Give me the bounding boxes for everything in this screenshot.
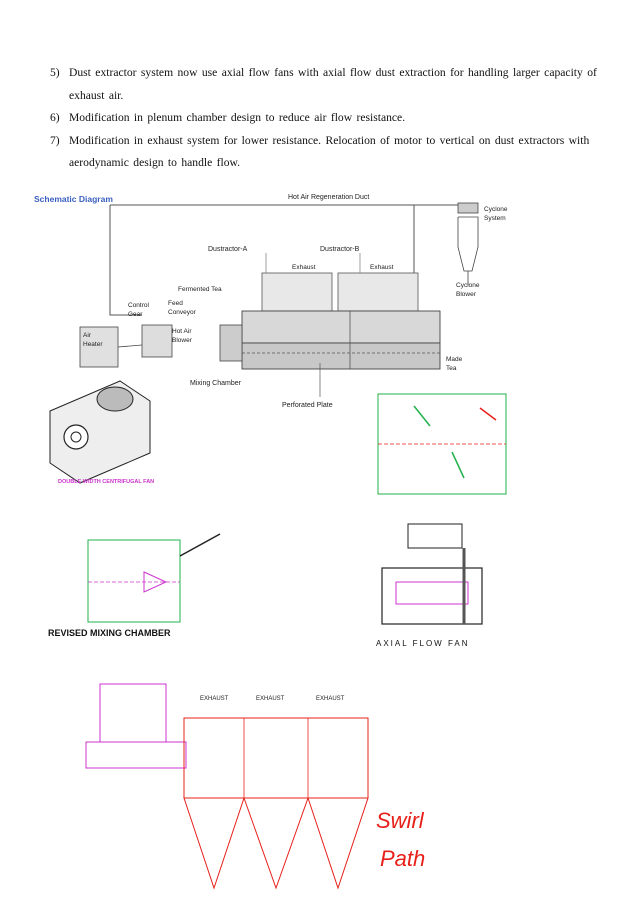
mixing-chamber-label: Mixing Chamber	[190, 380, 241, 387]
svg-text:Gear: Gear	[128, 311, 143, 318]
axial-flow-fan	[368, 520, 508, 650]
plenum-detail	[368, 390, 510, 498]
cyclone-label: Cyclone	[484, 206, 508, 213]
axial-caption: AXIAL FLOW FAN	[376, 639, 470, 648]
svg-text:Blower: Blower	[456, 291, 476, 298]
exhaust-b-label: Exhaust	[370, 264, 394, 271]
exhaust-label-2: EXHAUST	[256, 696, 285, 702]
exhaust-label-1: EXHAUST	[200, 696, 229, 702]
list-item	[50, 107, 610, 130]
exhaust-label-3: EXHAUST	[316, 696, 345, 702]
list-text: Dust extractor system now use axial flow fans with axial flow dust extraction for handling larger capacity of exhaust air.	[69, 66, 597, 102]
list-number: 7)	[50, 133, 60, 147]
modification-list	[50, 62, 610, 175]
perforated-plate-label: Perforated Plate	[282, 402, 333, 409]
svg-text:Tea: Tea	[446, 365, 457, 372]
revised-caption: REVISED MIXING CHAMBER	[48, 628, 171, 638]
revised-mixing-chamber	[48, 520, 248, 640]
fan-caption: DOUBLE WIDTH CENTRIFUGAL FAN	[58, 479, 155, 485]
list-item	[50, 130, 610, 175]
schematic-title: Schematic Diagram	[34, 194, 113, 204]
list-text: Modification in exhaust system for lower resistance. Relocation of motor to vertical on dust extractors with aerodynamic design to handle flow.	[69, 133, 590, 170]
exhaust-a-label: Exhaust	[292, 264, 316, 271]
cyclone-blower-label: Cyclone	[456, 282, 480, 289]
svg-text:Blower: Blower	[172, 337, 192, 344]
dust-extractor-drawing	[80, 678, 460, 903]
control-label: Control	[128, 302, 149, 309]
list-item	[50, 62, 610, 107]
air-heater-label: Air	[83, 332, 91, 339]
duct-label: Hot Air Regeneration Duct	[288, 194, 370, 201]
list-number: 5)	[50, 66, 60, 79]
path-label: Path	[380, 846, 426, 871]
svg-text:Conveyor: Conveyor	[168, 309, 196, 316]
dustractor-b-label: Dustractor-B	[320, 246, 360, 253]
svg-text:Heater: Heater	[83, 341, 103, 348]
cyclone-system-label: System	[484, 215, 506, 222]
feed-label: Feed	[168, 300, 183, 307]
list-text: Modification in plenum chamber design to reduce air flow resistance.	[69, 111, 406, 125]
swirl-label: Swirl	[376, 808, 424, 833]
hot-air-blower-label: Hot Air	[172, 328, 192, 335]
dustractor-a-label: Dustractor-A	[208, 246, 248, 253]
fermented-tea-label: Fermented Tea	[178, 286, 222, 293]
list-number: 6)	[50, 111, 60, 125]
made-tea-label: Made	[446, 356, 463, 363]
